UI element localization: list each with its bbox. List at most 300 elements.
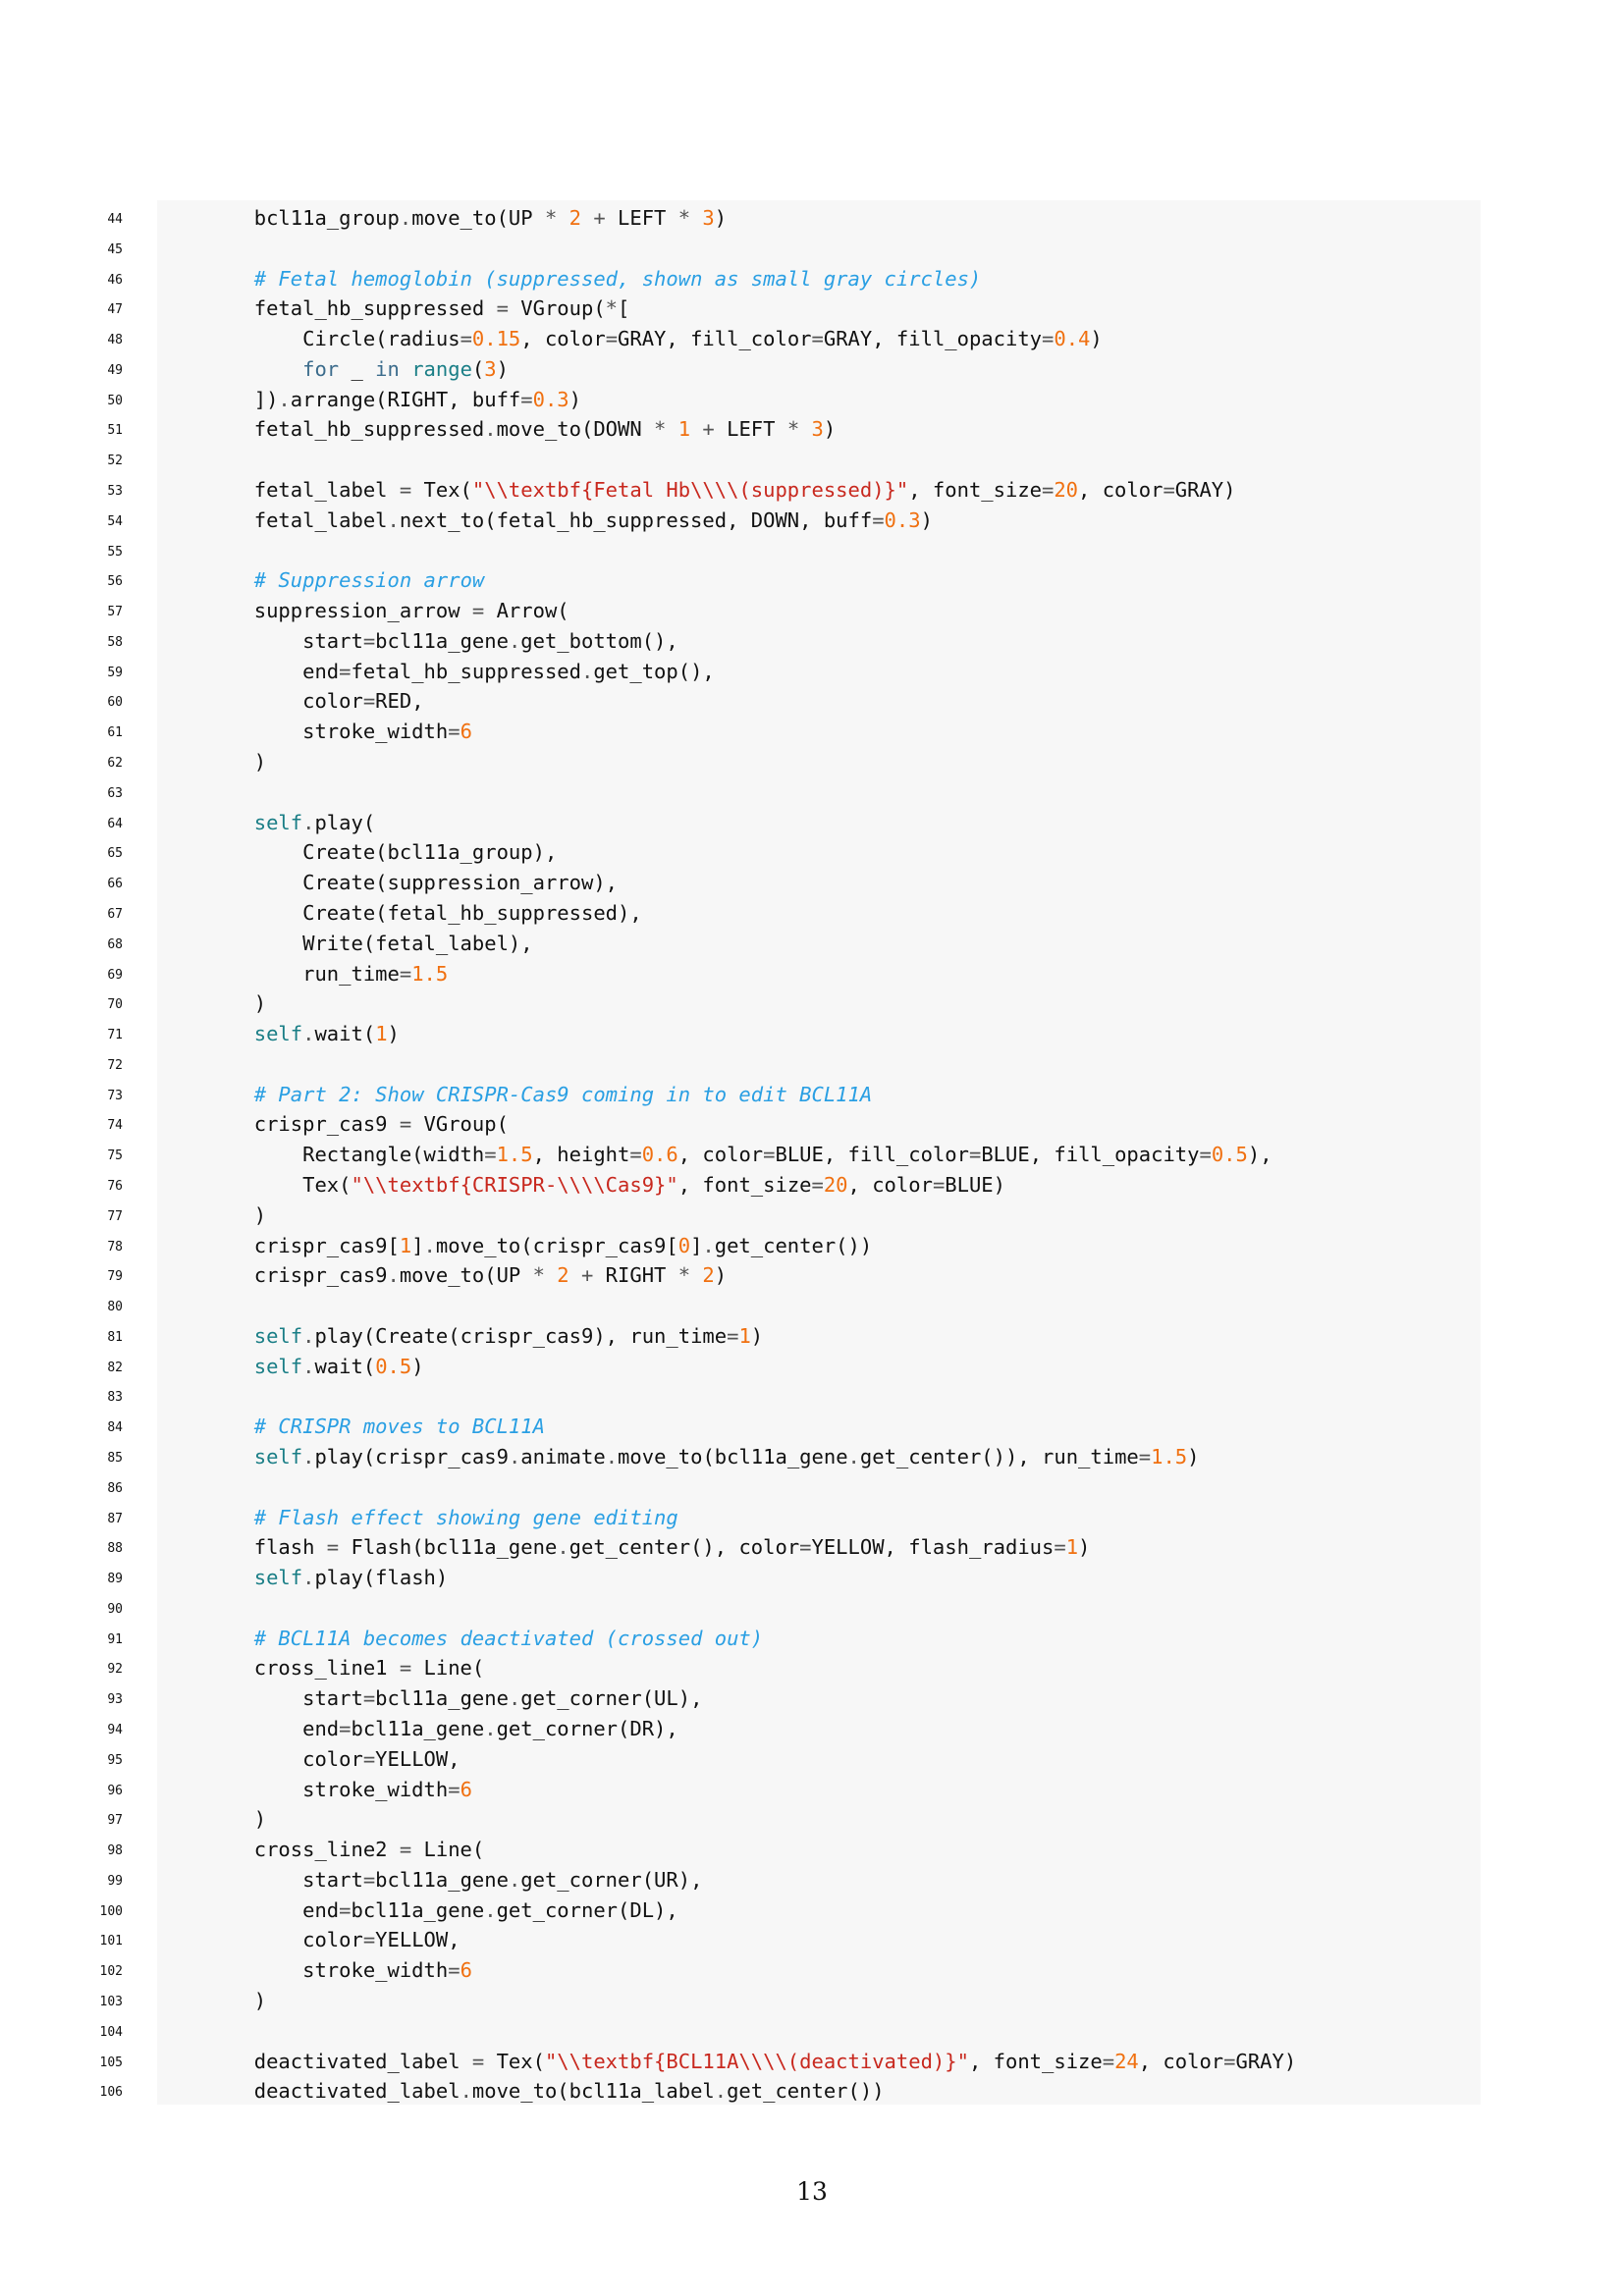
code-line <box>0 1322 1624 1353</box>
code-token: . <box>508 1867 521 1892</box>
code-token: 6 <box>460 720 472 744</box>
code-token: 1 <box>738 1323 751 1348</box>
code-token: = <box>1163 478 1175 503</box>
code-text <box>157 1566 448 1589</box>
code-line <box>0 1353 1624 1383</box>
code-token: fetal_hb_suppressed <box>157 296 497 321</box>
code-text <box>157 720 472 743</box>
code-text <box>157 1807 266 1831</box>
line-number: 87 <box>107 1511 123 1526</box>
code-token: . <box>714 2079 728 2104</box>
code-token: ) <box>387 1022 400 1046</box>
code-token: = <box>1138 1444 1152 1468</box>
code-token: = <box>1042 327 1055 351</box>
line-number: 104 <box>99 2024 123 2040</box>
code-line <box>0 2017 1624 2048</box>
code-token: 1 <box>375 1022 388 1046</box>
code-token: . <box>508 628 521 653</box>
code-token: move_to(bcl11a_label <box>471 2079 715 2104</box>
code-token: Flash(bcl11a_gene <box>339 1535 558 1560</box>
code-token: bcl11a_gene <box>351 1897 485 1922</box>
code-token: . <box>387 1263 400 1288</box>
code-token: 0.6 <box>641 1143 678 1167</box>
code-token: color <box>157 1928 363 1952</box>
code-text <box>157 2050 1296 2073</box>
code-line <box>0 386 1624 416</box>
code-token: "\\textbf{CRISPR-\\\\Cas9}" <box>351 1172 678 1197</box>
code-token: . <box>278 387 291 411</box>
code-token: = <box>968 1143 982 1167</box>
code-token: Create(bcl11a_group), <box>157 840 558 865</box>
code-line <box>0 2077 1624 2108</box>
code-token: 2 <box>557 1263 569 1288</box>
code-token: . <box>605 1444 619 1468</box>
code-token: * <box>654 417 667 442</box>
code-token: = <box>399 478 412 503</box>
code-token: RIGHT <box>593 1263 678 1288</box>
code-token: cross_line2 <box>157 1838 400 1862</box>
code-line <box>0 658 1624 688</box>
code-token: = <box>811 1172 824 1197</box>
code-token: , color <box>1078 478 1164 503</box>
line-number: 105 <box>99 2055 123 2070</box>
code-token: * <box>786 417 800 442</box>
code-token: = <box>727 1323 739 1348</box>
code-line <box>0 1171 1624 1201</box>
code-token: Tex( <box>484 2049 545 2073</box>
code-token: . <box>302 1566 315 1590</box>
line-number: 60 <box>107 695 123 711</box>
code-text <box>157 1535 1090 1559</box>
code-text <box>157 1838 484 1861</box>
code-line <box>0 1413 1624 1443</box>
code-token: deactivated_label <box>157 2079 460 2104</box>
code-token: . <box>557 1535 569 1560</box>
code-token: Tex( <box>157 1172 352 1197</box>
line-number: 92 <box>107 1662 123 1678</box>
code-token: Line( <box>411 1656 485 1681</box>
line-number: 65 <box>107 846 123 862</box>
code-token: ) <box>920 507 933 532</box>
code-token <box>581 206 593 230</box>
code-token: start <box>157 1867 363 1892</box>
code-token: Rectangle(width <box>157 1143 485 1167</box>
line-number: 83 <box>107 1390 123 1406</box>
line-number: 52 <box>107 454 123 469</box>
code-line <box>0 1081 1624 1111</box>
line-number: 106 <box>99 2085 123 2101</box>
code-token <box>690 1263 702 1287</box>
code-token: LEFT <box>605 206 678 230</box>
code-token: ) <box>1078 1535 1091 1560</box>
code-token: = <box>763 1143 776 1167</box>
code-comment: # CRISPR moves to BCL11A <box>253 1415 545 1439</box>
line-number: 97 <box>107 1813 123 1829</box>
line-number: 93 <box>107 1692 123 1708</box>
code-line <box>0 1926 1624 1956</box>
code-token: . <box>508 1686 521 1711</box>
code-token: = <box>339 1717 352 1740</box>
code-token: . <box>423 1233 436 1257</box>
code-line <box>0 446 1624 476</box>
code-token: ) <box>1090 327 1103 351</box>
page-number: 13 <box>796 2177 828 2206</box>
code-token: color <box>157 1746 363 1771</box>
code-text <box>157 327 1103 350</box>
code-token: BLUE, fill_opacity <box>981 1143 1200 1167</box>
code-text <box>157 1717 678 1740</box>
code-text <box>157 1445 1199 1468</box>
code-token: = <box>932 1172 946 1197</box>
code-token: = <box>362 1686 376 1711</box>
code-token: = <box>1102 2049 1115 2073</box>
code-token: 0.15 <box>471 327 521 351</box>
code-token: . <box>387 507 400 532</box>
line-number: 95 <box>107 1752 123 1768</box>
line-number: 102 <box>99 1964 123 1980</box>
line-number: 77 <box>107 1208 123 1224</box>
code-token <box>157 1445 254 1468</box>
line-number: 63 <box>107 785 123 801</box>
code-token: . <box>702 1233 715 1257</box>
code-text <box>157 962 448 986</box>
line-number: 73 <box>107 1088 123 1103</box>
code-token: fetal_label <box>157 507 388 532</box>
code-token: GRAY) <box>1174 478 1236 503</box>
code-text <box>157 1203 266 1227</box>
code-token <box>557 206 568 230</box>
code-token: , height <box>532 1143 630 1167</box>
code-token: GRAY, fill_opacity <box>823 327 1043 351</box>
code-token: = <box>629 1143 642 1167</box>
code-line <box>0 476 1624 507</box>
code-token: crispr_cas9[ <box>157 1233 400 1257</box>
code-token: = <box>362 689 376 714</box>
code-token: 20 <box>1054 478 1079 503</box>
code-token: move_to(crispr_cas9[ <box>435 1233 678 1257</box>
line-number: 96 <box>107 1783 123 1798</box>
code-token: , color <box>847 1172 933 1197</box>
code-token: ( <box>471 356 485 381</box>
code-line <box>0 748 1624 778</box>
code-token: , color <box>520 327 606 351</box>
code-token: self <box>253 1354 303 1378</box>
code-token: . <box>580 659 594 683</box>
code-token: = <box>1042 478 1055 503</box>
code-token: YELLOW, <box>375 1928 460 1952</box>
code-token: = <box>399 1112 412 1137</box>
code-line <box>0 1473 1624 1504</box>
code-token: stroke_width <box>157 1777 449 1801</box>
line-number: 99 <box>107 1873 123 1889</box>
code-token: move_to(DOWN <box>496 417 655 442</box>
code-token: end <box>157 1897 340 1922</box>
code-token: bcl11a_gene <box>375 628 509 653</box>
code-token: = <box>496 296 509 321</box>
code-token: YELLOW, <box>375 1746 460 1771</box>
line-number: 89 <box>107 1572 123 1587</box>
line-number: 90 <box>107 1601 123 1617</box>
code-token <box>157 1083 254 1106</box>
code-token: [ <box>618 296 630 321</box>
code-comment: # Part 2: Show CRISPR-Cas9 coming in to edit BCL11A <box>253 1082 873 1106</box>
code-line <box>0 1684 1624 1715</box>
code-token: BLUE) <box>945 1172 1005 1197</box>
code-line <box>0 566 1624 597</box>
code-line <box>0 1805 1624 1836</box>
code-line <box>0 1050 1624 1081</box>
code-token <box>400 357 411 381</box>
code-token: get_center()) <box>714 1233 873 1257</box>
code-token: fetal_label <box>157 478 400 503</box>
line-number: 91 <box>107 1631 123 1647</box>
code-line <box>0 1987 1624 2017</box>
code-line <box>0 1292 1624 1322</box>
code-text <box>157 1778 472 1801</box>
line-number: 69 <box>107 967 123 983</box>
code-token: = <box>471 2049 485 2073</box>
code-line <box>0 1110 1624 1141</box>
code-token: 3 <box>702 206 715 230</box>
code-token: wait( <box>314 1354 376 1378</box>
line-number: 84 <box>107 1420 123 1436</box>
code-token: = <box>362 628 376 653</box>
code-token: = <box>520 387 533 411</box>
line-number: 68 <box>107 936 123 952</box>
code-token: 1 <box>399 1233 412 1257</box>
code-token: suppression_arrow <box>157 599 472 623</box>
code-token: get_center(), color <box>568 1535 800 1560</box>
code-line <box>0 1866 1624 1896</box>
code-line <box>0 989 1624 1020</box>
code-token: 0.4 <box>1054 327 1091 351</box>
code-text <box>157 1627 763 1650</box>
code-token <box>157 357 302 381</box>
code-token: 24 <box>1114 2049 1139 2073</box>
code-token: 0.5 <box>375 1354 412 1378</box>
code-token: . <box>302 1354 315 1378</box>
code-line <box>0 1654 1624 1684</box>
code-token: . <box>508 1444 521 1468</box>
line-number: 88 <box>107 1541 123 1557</box>
code-token <box>157 1415 254 1438</box>
code-token: ) <box>411 1354 424 1378</box>
code-token: = <box>448 1958 460 1983</box>
code-token: = <box>399 961 412 986</box>
code-text <box>157 1747 460 1771</box>
code-token: 6 <box>460 1777 472 1801</box>
code-token: . <box>847 1444 860 1468</box>
code-line <box>0 204 1624 235</box>
code-token: ) <box>157 1202 267 1227</box>
code-token: BLUE, fill_color <box>775 1143 969 1167</box>
code-text <box>157 689 424 713</box>
line-number: 55 <box>107 544 123 560</box>
code-token: fetal_hb_suppressed <box>351 659 581 683</box>
code-token <box>157 267 254 291</box>
code-text <box>157 1143 1272 1166</box>
code-token: 6 <box>460 1958 472 1983</box>
line-number: 76 <box>107 1178 123 1194</box>
code-line <box>0 869 1624 899</box>
code-token: = <box>872 507 885 532</box>
code-token: crispr_cas9 <box>157 1263 388 1288</box>
code-line <box>0 325 1624 355</box>
code-token: 1.5 <box>1151 1444 1188 1468</box>
code-token: ] <box>690 1233 703 1257</box>
code-token: 1 <box>677 417 691 442</box>
code-token: in <box>375 356 400 381</box>
code-token: . <box>484 1897 497 1922</box>
code-token: = <box>799 1535 812 1560</box>
line-number: 98 <box>107 1843 123 1859</box>
code-text <box>157 629 678 653</box>
line-number: 50 <box>107 393 123 408</box>
code-line <box>0 415 1624 446</box>
code-token: GRAY, fill_color <box>618 327 812 351</box>
code-token: YELLOW, flash_radius <box>811 1535 1055 1560</box>
code-token: . <box>484 417 497 442</box>
code-token: 3 <box>811 417 824 442</box>
code-line <box>0 265 1624 295</box>
code-token: , color <box>1138 2049 1224 2073</box>
code-text <box>157 1112 509 1136</box>
code-text <box>157 660 715 683</box>
code-token: crispr_cas9 <box>157 1112 400 1137</box>
code-line <box>0 355 1624 386</box>
code-token: = <box>399 1656 412 1681</box>
code-token: . <box>302 1444 315 1468</box>
code-token: = <box>1054 1535 1066 1560</box>
code-token: = <box>1199 1143 1212 1167</box>
code-token: self <box>253 810 303 834</box>
line-number: 79 <box>107 1269 123 1285</box>
code-token: cross_line1 <box>157 1656 400 1681</box>
line-number: 53 <box>107 484 123 500</box>
code-text <box>157 1958 472 1982</box>
code-text <box>157 811 375 834</box>
code-token: move_to(UP <box>399 1263 533 1288</box>
code-line <box>0 1382 1624 1413</box>
code-text <box>157 1355 424 1378</box>
code-line <box>0 1625 1624 1655</box>
code-token: move_to(bcl11a_gene <box>618 1444 848 1468</box>
code-token: self <box>253 1022 303 1046</box>
code-token: arrange(RIGHT, buff <box>290 387 521 411</box>
line-number: 66 <box>107 877 123 892</box>
code-comment: # Fetal hemoglobin (suppressed, shown as small gray circles) <box>253 266 982 291</box>
code-line <box>0 1776 1624 1806</box>
code-token: + <box>702 417 715 442</box>
code-token: = <box>339 1897 352 1922</box>
code-line <box>0 687 1624 718</box>
code-token: Create(suppression_arrow), <box>157 871 618 895</box>
code-token: ]) <box>157 387 279 411</box>
code-token: get_center()), run_time <box>859 1444 1139 1468</box>
code-line <box>0 1141 1624 1171</box>
code-line <box>0 2048 1624 2078</box>
code-token: , font_size <box>908 478 1042 503</box>
code-text <box>157 388 581 411</box>
line-number: 47 <box>107 302 123 318</box>
line-number: 75 <box>107 1148 123 1164</box>
code-token <box>690 417 702 441</box>
code-text <box>157 206 727 230</box>
code-text <box>157 1898 678 1922</box>
code-text <box>157 508 933 532</box>
code-text <box>157 568 484 592</box>
code-token: self <box>253 1566 303 1590</box>
code-line <box>0 1564 1624 1594</box>
code-line <box>0 597 1624 627</box>
code-token: range <box>411 356 472 381</box>
code-token: . <box>302 810 315 834</box>
code-line <box>0 1745 1624 1776</box>
line-number: 62 <box>107 756 123 772</box>
line-number: 71 <box>107 1028 123 1043</box>
code-token: fetal_hb_suppressed <box>157 417 485 442</box>
code-token: bcl11a_gene <box>351 1717 485 1740</box>
code-token: "\\textbf{BCL11A\\\\(deactivated)}" <box>544 2049 969 2073</box>
code-line <box>0 235 1624 265</box>
code-token <box>157 1355 254 1378</box>
code-token: * <box>532 1263 545 1288</box>
code-text <box>157 1928 460 1951</box>
code-line <box>0 1956 1624 1987</box>
code-text <box>157 932 533 955</box>
code-token: self <box>253 1444 303 1468</box>
code-line <box>0 507 1624 537</box>
code-token: 20 <box>823 1172 848 1197</box>
code-token: = <box>811 327 824 351</box>
code-text <box>157 1173 1005 1197</box>
code-line <box>0 1533 1624 1564</box>
code-token: ) <box>157 750 267 774</box>
code-token: start <box>157 1686 363 1711</box>
code-text <box>157 1083 872 1106</box>
code-token: , font_size <box>968 2049 1103 2073</box>
code-token: + <box>593 206 606 230</box>
code-token: = <box>448 1777 460 1801</box>
code-token: ) <box>1187 1444 1200 1468</box>
line-number: 51 <box>107 423 123 439</box>
code-line <box>0 1594 1624 1625</box>
code-token: Tex( <box>411 478 472 503</box>
code-token: , color <box>677 1143 764 1167</box>
code-line <box>0 1201 1624 1232</box>
code-token: . <box>302 1323 315 1348</box>
code-token: ) <box>157 1989 267 2013</box>
code-text <box>157 840 557 864</box>
code-token: * <box>677 1263 691 1288</box>
code-token: Line( <box>411 1838 485 1862</box>
line-number: 49 <box>107 362 123 378</box>
code-token: * <box>544 206 558 230</box>
code-line <box>0 294 1624 325</box>
line-number: 64 <box>107 816 123 831</box>
code-token <box>157 1022 254 1045</box>
code-token: Create(fetal_hb_suppressed), <box>157 900 642 925</box>
code-token: get_bottom(), <box>520 628 678 653</box>
code-token: * <box>605 296 619 321</box>
code-text <box>157 478 1236 502</box>
code-comment: # Flash effect showing gene editing <box>253 1505 678 1529</box>
code-token: self <box>253 1323 303 1348</box>
line-number: 74 <box>107 1118 123 1134</box>
line-number: 58 <box>107 634 123 650</box>
code-token: get_corner(UL), <box>520 1686 703 1711</box>
code-token: next_to(fetal_hb_suppressed, DOWN, buff <box>399 507 873 532</box>
